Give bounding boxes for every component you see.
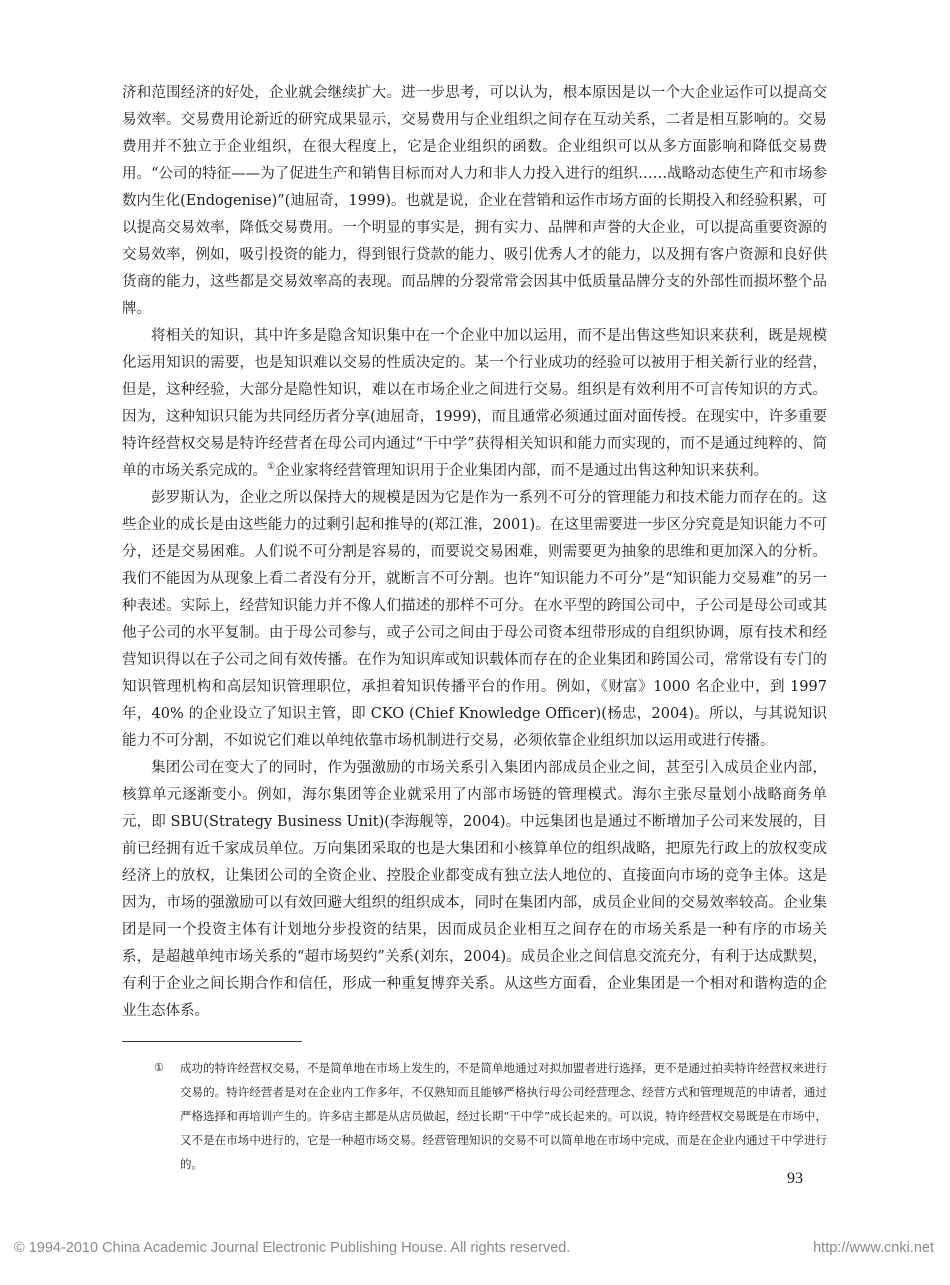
footnote-text: 成功的特许经营权交易，不是简单地在市场上发生的，不是简单地通过对拟加盟者进行选择，更不是通过拍卖特许经营权来进行交易的。特许经营者是对在企业内工作多年，不仅熟知而且能够严格执行母公司经营理念、经营方式和管理规范的申请者，通过严格选择和再培训产生的。许多店主都是从店员做起，经过长期“干中学”成长起来的。可以说，特许经营权交易既是在市场中，又不是在市场中进行的，它是一种超市场交易。经营管理知识的交易不可以简单地在市场中完成，而是在企业内通过干中学进行的。 (180, 1061, 827, 1171)
footnote-mark: ① (154, 1061, 164, 1074)
paragraph-4: 集团公司在变大了的同时，作为强激励的市场关系引入集团内部成员企业之间，甚至引入成员企业内部，核算单元逐渐变小。例如，海尔集团等企业就采用了内部市场链的管理模式。海尔主张尽量划小战略商务单元，即 SBU(Strategy Business Unit)(李海舰等，2004)。中远集团也是通过不断增加子公司来发展的，目前已经拥有近千家成员单位。万向集团采取的也是大集团和小核算单位的组织战略，把原先行政上的放权变成经济上的放权，让集团公司的全资企业、控股企业都变成有独立法人地位的、直接面向市场的竞争主体。这是因为，市场的强激励可以有效回避大组织的组织成本，同时在集团内部，成员企业间的交易效率较高。企业集团是同一个投资主体有计划地分步投资的结果，因而成员企业相互之间存在的市场关系是一种有序的市场关系，是超越单纯市场关系的“超市场契约”关系(刘东，2004)。成员企业之间信息交流充分，有利于达成默契，有利于企业之间长期合作和信任，形成一种重复博弈关系。从这些方面看，企业集团是一个相对和谐构造的企业生态体系。 (122, 760, 827, 1019)
footnote (122, 1056, 827, 1176)
paragraph-1: 济和范围经济的好处，企业就会继续扩大。进一步思考，可以认为，根本原因是以一个大企业运作可以提高交易效率。交易费用论新近的研究成果显示，交易费用与企业组织之间存在互动关系，二者是相互影响的。交易费用并不独立于企业组织，在很大程度上，它是企业组织的函数。企业组织可以从多方面影响和降低交易费用。“公司的特征——为了促进生产和销售目标而对人力和非人力投入进行的组织……战略动态使生产和市场参数内生化(Endogenise)”(迪屈奇，1999)。也就是说，企业在营销和运作市场方面的长期投入和经验积累，可以提高交易效率，降低交易费用。一个明显的事实是，拥有实力、品牌和声誉的大企业，可以提高重要资源的交易效率，例如，吸引投资的能力，得到银行贷款的能力、吸引优秀人才的能力，以及拥有客户资源和良好供货商的能力，这些都是交易效率高的表现。而品牌的分裂常常会因其中低质量品牌分支的外部性而损坏整个品牌。 (122, 85, 827, 317)
page-content (122, 80, 827, 1176)
paragraph-2-text: 将相关的知识，其中许多是隐含知识集中在一个企业中加以运用，而不是出售这些知识来获利，既是规模化运用知识的需要，也是知识难以交易的性质决定的。某一个行业成功的经验可以被用于相关新行业的经营，但是，这种经验，大部分是隐性知识，难以在市场企业之间进行交易。组织是有效利用不可言传知识的方式。因为，这种知识只能为共同经历者分享(迪屈奇，1999)，而且通常必须通过面对面传授。在现实中，许多重要特许经营权交易是特许经营者在母公司内通过“干中学”获得相关知识和能力而实现的，而不是通过纯粹的、简单的市场关系完成的。 (122, 328, 827, 479)
paragraph-2-tail: 企业家将经营管理知识用于企业集团内部，而不是通过出售这种知识来获利。 (275, 463, 769, 479)
paragraph-3: 彭罗斯认为，企业之所以保持大的规模是因为它是作为一系列不可分的管理能力和技术能力而存在的。这些企业的成长是由这些能力的过剩引起和推导的(郑江淮，2001)。在这里需要进一步区分究竟是知识能力不可分，还是交易困难。人们说不可分割是容易的，而要说交易困难，则需要更为抽象的思维和更加深入的分析。我们不能因为从现象上看二者没有分开，就断言不可分割。也许“知识能力不可分”是“知识能力交易难”的另一种表述。实际上，经营知识能力并不像人们描述的那样不可分。在水平型的跨国公司中，子公司是母公司或其他子公司的水平复制。由于母公司参与，或子公司之间由于母公司资本纽带形成的自组织协调，原有技术和经营知识得以在子公司之间有效传播。在作为知识库或知识载体而存在的企业集团和跨国公司，常常设有专门的知识管理机构和高层知识管理职位，承担着知识传播平台的作用。例如，《财富》1000 名企业中，到 1997 年，40% 的企业设立了知识主管，即 CKO (Chief Knowledge Officer)(杨忠，2004)。所以，与其说知识能力不可分割，不如说它们难以单纯依靠市场机制进行交易，必须依靠企业组织加以运用或进行传播。 (122, 490, 827, 749)
copyright-footer (14, 1240, 934, 1256)
footnote-divider (122, 1041, 302, 1042)
cnki-link[interactable]: http://www.cnki.net (813, 1240, 934, 1256)
copyright-notice: © 1994-2010 China Academic Journal Electronic Publishing House. All rights reserved. (14, 1240, 571, 1256)
page-number: 93 (787, 1170, 803, 1187)
footnote-reference[interactable]: ① (267, 462, 276, 473)
body-text (122, 80, 827, 1025)
paragraph-2 (122, 323, 827, 485)
